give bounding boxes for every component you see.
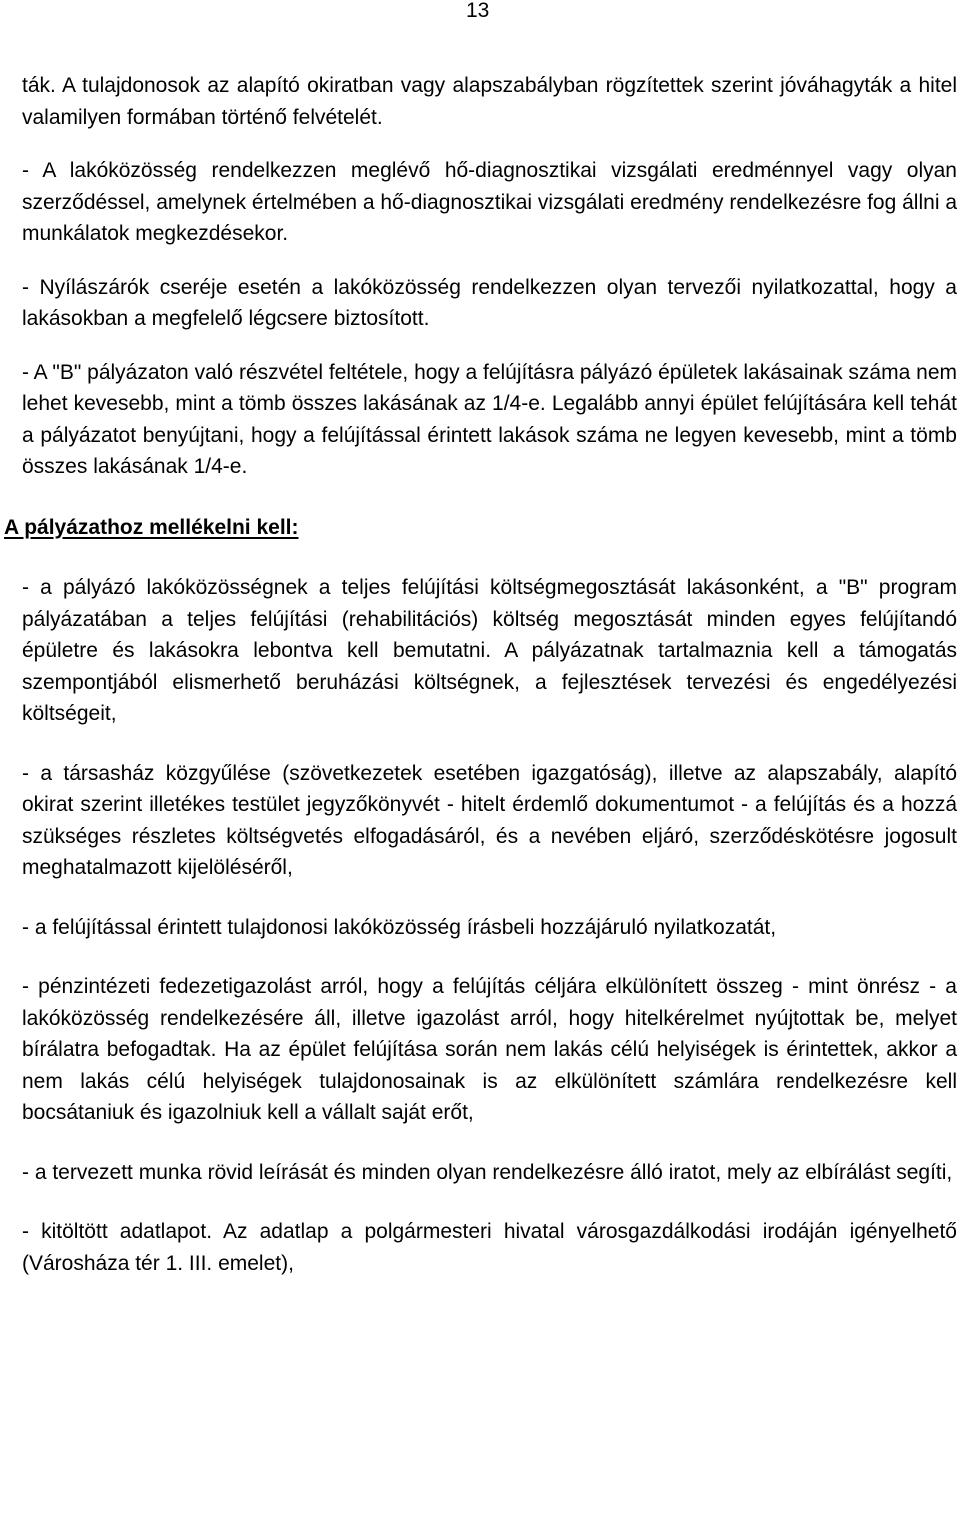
attachment-item: - pénzintézeti fedezetigazolást arról, hogy a felújítás céljára elkülönített összeg - mint önrész - a lakóközösség rendelkezésére áll, illetve igazolást arról, hogy hitelkérelmet nyújtottak be, melyet bírálatra befogadtak. Ha az épület felújítása során nem lakás célú helyiségek is érintettek, akkor a nem lakás célú helyiségek tulajdonosainak is az elkülönített számlára rendelkezésre kell bocsátaniuk és igazolniuk kell a vállalt saját erőt,: [22, 975, 957, 1124]
attachment-item: - a társasház közgyűlése (szövetkezetek esetében igazgatóság), illetve az alapszabály, alapító okirat szerint illetékes testület jegyzőkönyvét - hitelt érdemlő dokumentumot - a felújítás és a hozzá szükséges részletes költségvetés elfogadásáról, és a nevében eljáró, szerződéskötésre jogosult meghatalmazott kijelöléséről,: [22, 761, 957, 879]
attachment-item: - a felújítással érintett tulajdonosi lakóközösség írásbeli hozzájáruló nyilatkozatát,: [22, 915, 777, 939]
paragraph-window-replacement: - Nyílászárók cseréje esetén a lakóközösség rendelkezzen olyan tervezői nyilatkozattal, hogy a lakásokban a megfelelő légcsere biztosított.: [22, 275, 957, 330]
attachment-item: - a tervezett munka rövid leírását és minden olyan rendelkezésre álló iratot, mely az elbírálást segíti,: [22, 1160, 953, 1184]
attachment-item: - a pályázó lakóközösségnek a teljes felújítási költségmegosztását lakásonként, a "B" program pályázatában a teljes felújítási (rehabilitációs) költség megosztását minden egyes felújítandó épületre és lakásokra lebontva kell bemutatni. A pályázatnak tartalmaznia kell a támogatás szempontjából elismerhető beruházási költségnek, a fejlesztések tervezési és engedélyezési költségeit,: [22, 576, 957, 725]
page-number: 13: [466, 0, 490, 22]
paragraph-continuation: ták. A tulajdonosok az alapító okiratban vagy alapszabályban rögzítettek szerint jóváhagyták a hitel valamilyen formában történő felvételét.: [22, 74, 957, 129]
attachment-item: - kitöltött adatlapot. Az adatlap a polgármesteri hivatal városgazdálkodási irodáján igényelhető (Városháza tér 1. III. emelet),: [22, 1220, 957, 1275]
paragraph-heat-diagnostics: - A lakóközösség rendelkezzen meglévő hő-diagnosztikai vizsgálati eredménnyel vagy olyan szerződéssel, amelynek értelmében a hő-diagnosztikai vizsgálati eredmény rendelkezésre fog állni a munkálatok megkezdésekor.: [22, 159, 957, 245]
attachments-heading: A pályázathoz mellékelni kell:: [4, 515, 299, 539]
document-body: [4, 70, 957, 1279]
paragraph-b-program-condition: - A "B" pályázaton való részvétel feltétele, hogy a felújításra pályázó épületek lakásainak száma nem lehet kevesebb, mint a tömb összes lakásának az 1/4-e. Legalább annyi épület felújítására kell tehát a pályázatot benyújtani, hogy a felújítással érintett lakások száma ne legyen kevesebb, mint a tömb összes lakásának 1/4-e.: [22, 360, 957, 478]
